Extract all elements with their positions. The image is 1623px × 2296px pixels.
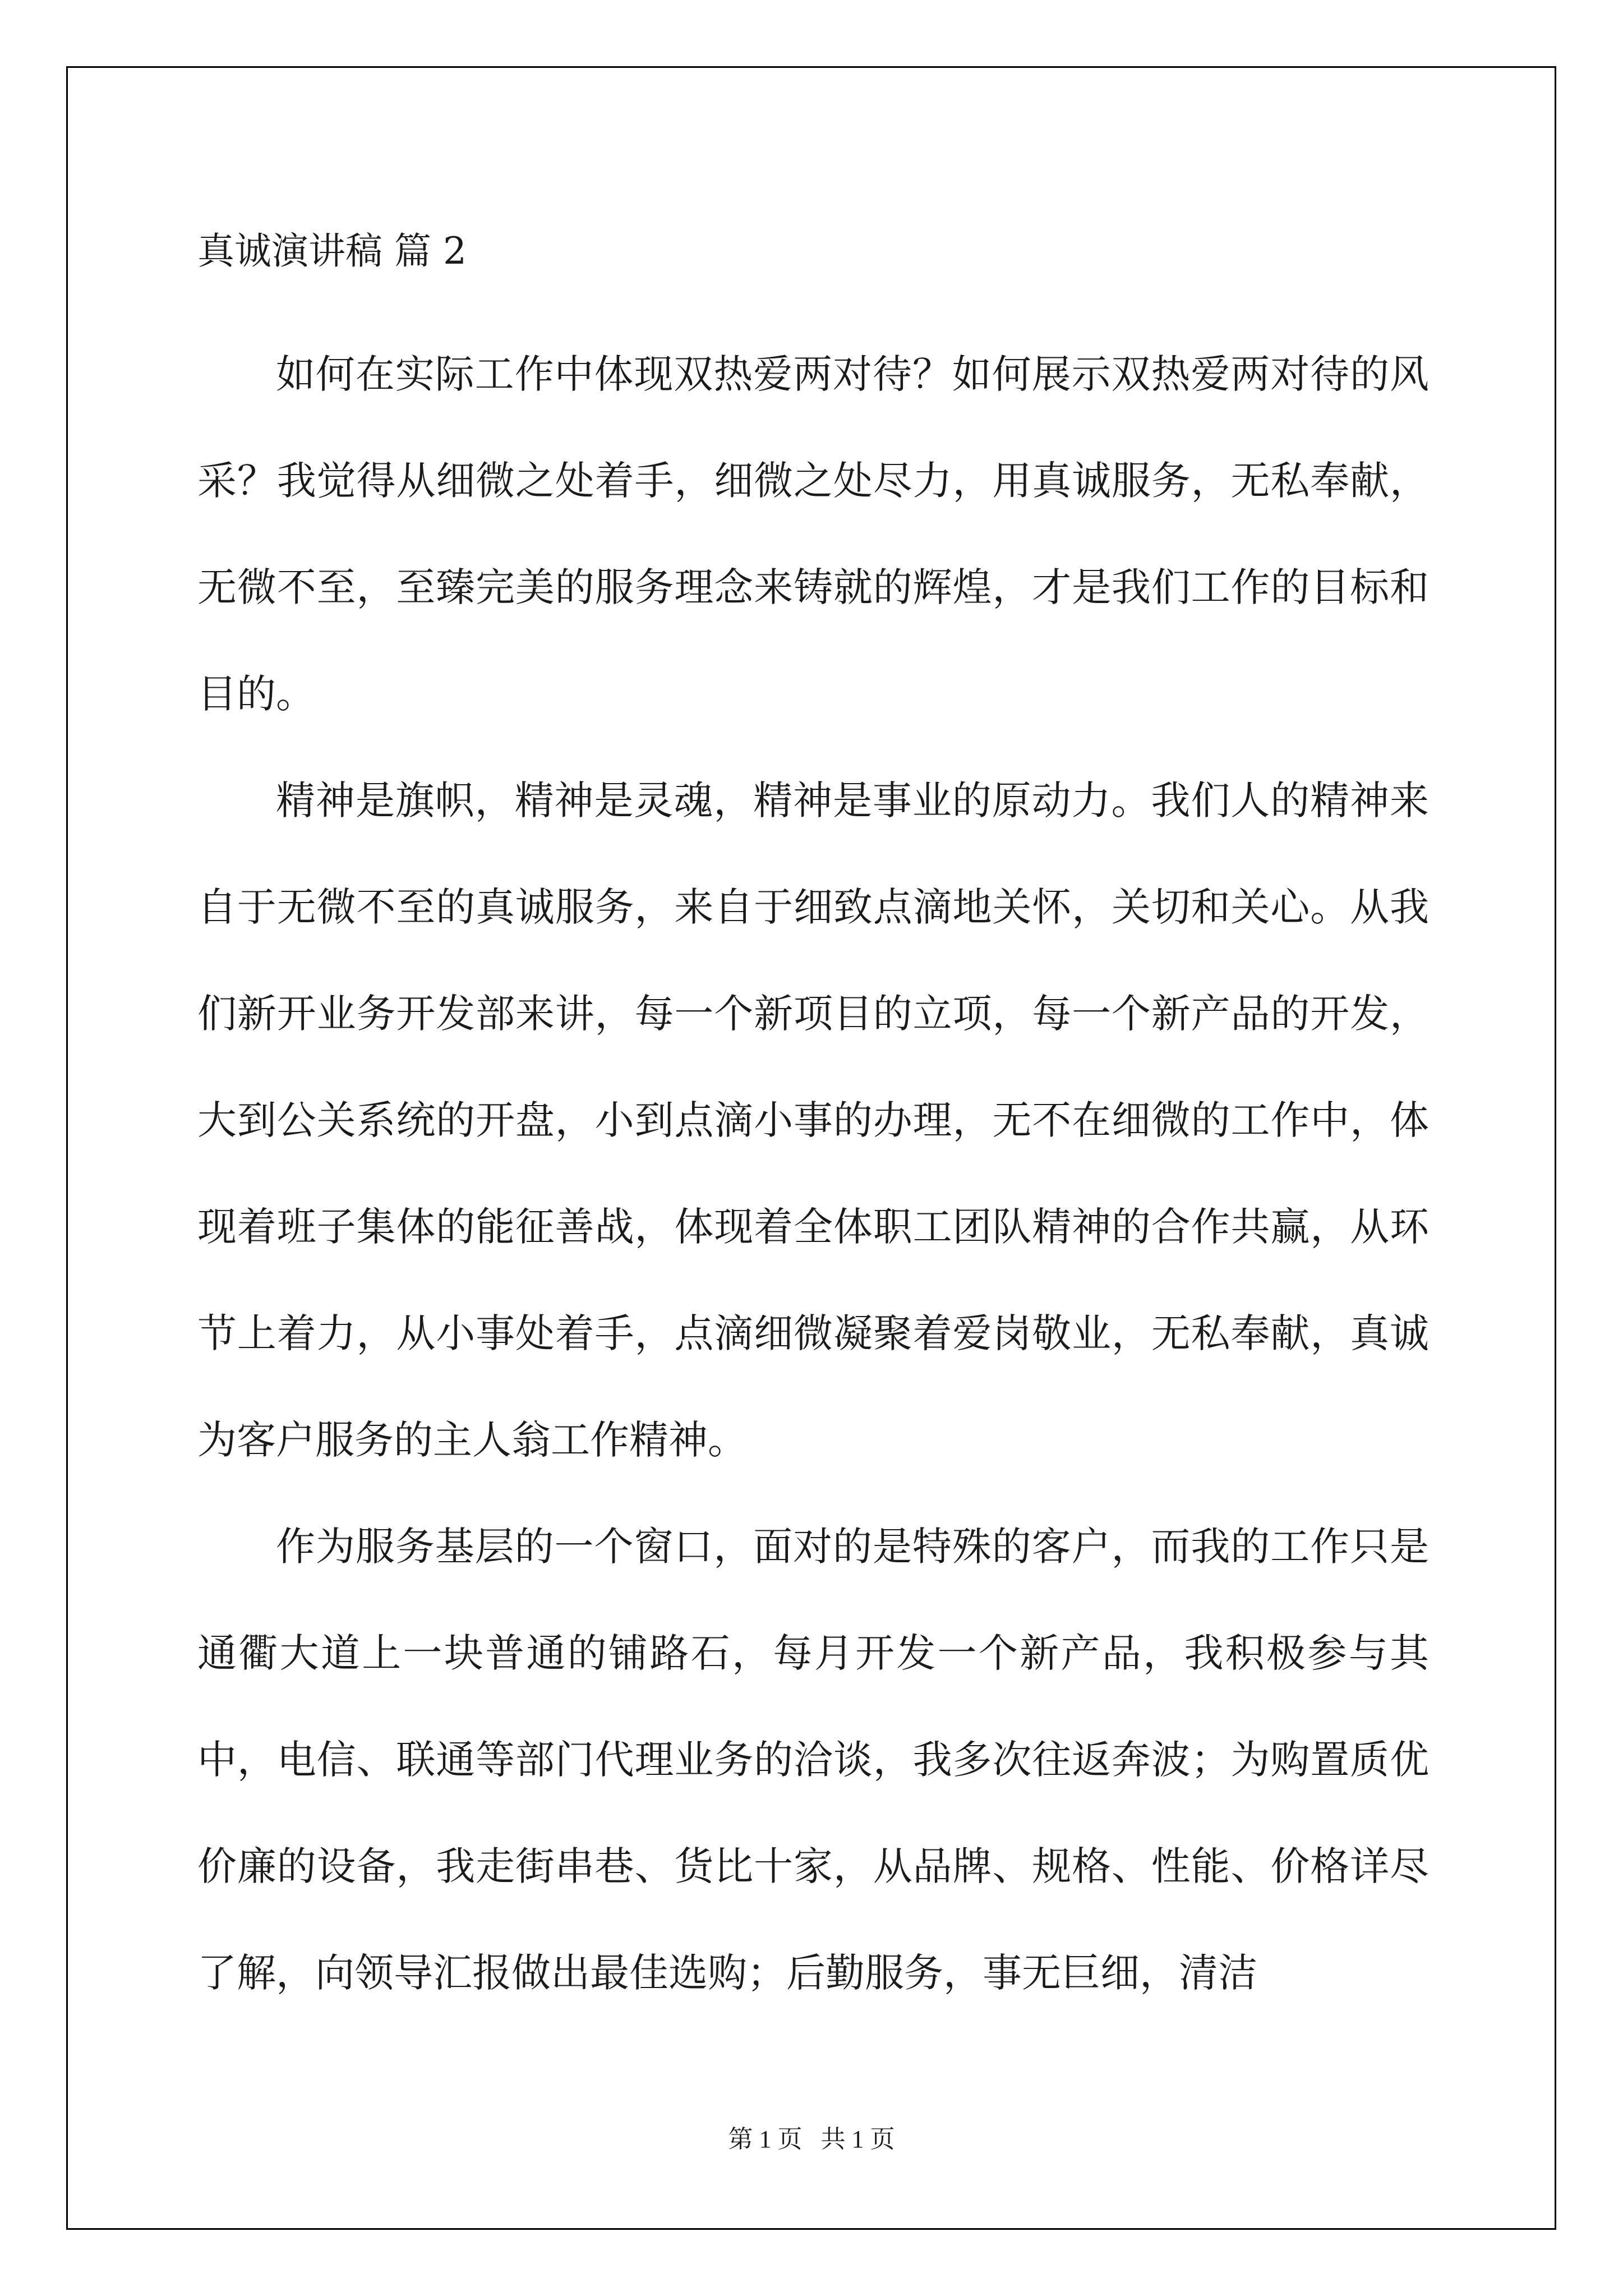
- document-body: [197, 321, 1429, 2026]
- page-footer: 第 1 页 共 1 页: [728, 2125, 895, 2153]
- document-title: 真诚演讲稿 篇 2: [197, 229, 467, 273]
- paragraph-1: 如何在实际工作中体现双热爱两对待？如何展示双热爱两对待的风采？我觉得从细微之处着手，细微之处尽力，用真诚服务，无私奉献，无微不至，至臻完美的服务理念来铸就的辉煌，才是我们工作的目标和目的。: [197, 351, 1429, 717]
- paragraph-3: 作为服务基层的一个窗口，面对的是特殊的客户，而我的工作只是通衢大道上一块普通的铺路石，每月开发一个新产品，我积极参与其中，电信、联通等部门代理业务的洽谈，我多次往返奔波；为购置质优价廉的设备，我走街串巷、货比十家，从品牌、规格、性能、价格详尽了解，向领导汇报做出最佳选购；后勤服务，事无巨细，清洁: [197, 1524, 1429, 1996]
- paragraph-2: 精神是旗帜，精神是灵魂，精神是事业的原动力。我们人的精神来自于无微不至的真诚服务，来自于细致点滴地关怀，关切和关心。从我们新开业务开发部来讲，每一个新项目的立项，每一个新产品的开发，大到公关系统的开盘，小到点滴小事的办理，无不在细微的工作中，体现着班子集体的能征善战，体现着全体职工团队精神的合作共赢，从环节上着力，从小事处着手，点滴细微凝聚着爱岗敬业，无私奉献，真诚为客户服务的主人翁工作精神。: [197, 777, 1429, 1463]
